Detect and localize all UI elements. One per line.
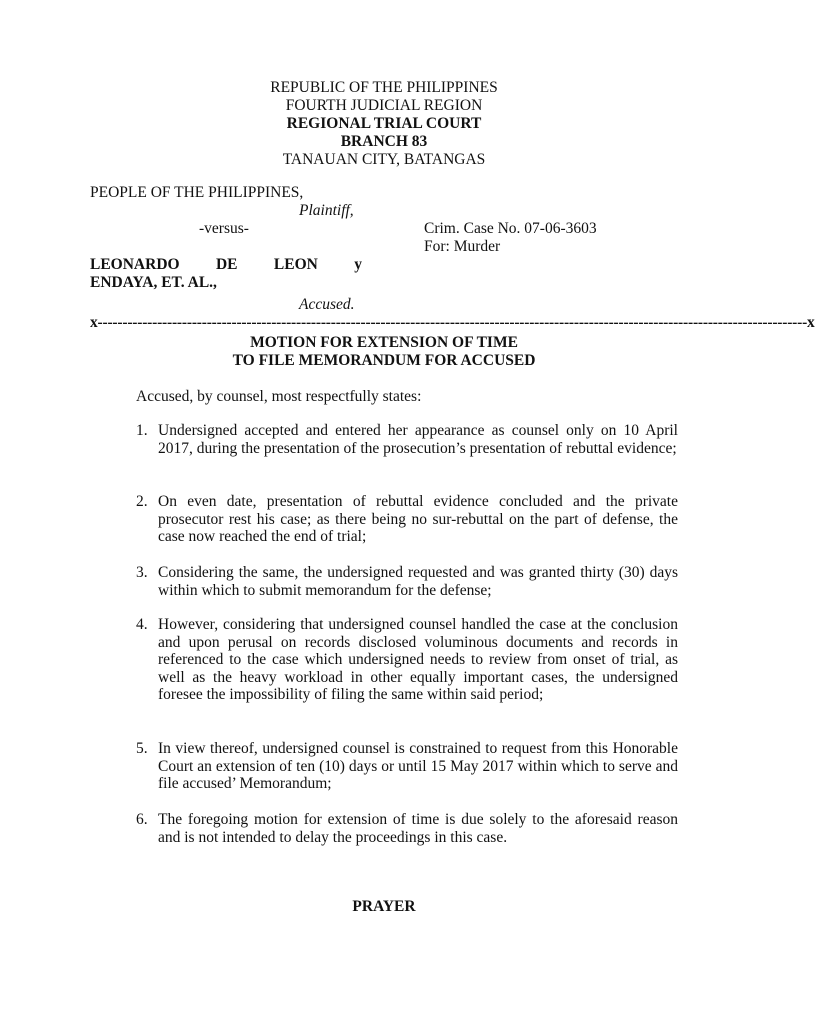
item-number: 3. [136, 564, 148, 581]
item-number: 4. [136, 616, 148, 633]
accused-name-line2: ENDAYA, ET. AL., [90, 274, 217, 291]
plaintiff-name: PEOPLE OF THE PHILIPPINES, [90, 184, 304, 201]
list-item [136, 564, 678, 599]
header-branch: BRANCH 83 [340, 133, 428, 150]
list-item [136, 811, 678, 846]
plaintiff-role: Plaintiff, [299, 202, 354, 219]
list-item [136, 422, 678, 457]
list-item [136, 493, 678, 546]
item-text: The foregoing motion for extension of time is due solely to the aforesaid reason and is not intended to delay the proceedings in this case. [158, 811, 678, 846]
case-offense: For: Murder [424, 238, 501, 255]
accused-name-line1 [90, 256, 362, 274]
item-number: 5. [136, 740, 148, 757]
item-text: On even date, presentation of rebuttal evidence concluded and the private prosecutor rest his case; as there being no sur-rebuttal on the part of defense, the case now reached the end of trial; [158, 493, 678, 545]
item-text: Considering the same, the undersigned requested and was granted thirty (30) days within which to submit memorandum for the defense; [158, 564, 678, 599]
item-text: Undersigned accepted and entered her appearance as counsel only on 10 April 2017, during the presentation of the prosecution’s presentation of rebuttal evidence; [158, 422, 678, 457]
item-text: However, considering that undersigned counsel handled the case at the conclusion and upon perusal on records disclosed voluminous documents and records in referenced to the case which undersigned needs to review from onset of trial, as well as the heavy workload in other equally important cases, the undersigned foresee the impossibility of filing the same within said period; [158, 616, 678, 703]
accused-word: y [354, 256, 362, 273]
item-number: 6. [136, 811, 148, 828]
item-text: In view thereof, undersigned counsel is constrained to request from this Honorable Court an extension of ten (10) days or until 15 May 2017 within which to serve and file accused’ Memorandum; [158, 740, 678, 792]
accused-word: LEONARDO [90, 256, 180, 273]
header-republic: REPUBLIC OF THE PHILIPPINES [270, 79, 498, 96]
list-item [136, 616, 678, 704]
header-city: TANAUAN CITY, BATANGAS [282, 151, 486, 168]
accused-word: DE [215, 256, 238, 273]
list-item [136, 740, 678, 793]
accused-role: Accused. [299, 296, 355, 313]
motion-title-line2: TO FILE MEMORANDUM FOR ACCUSED [232, 352, 536, 369]
intro-statement: Accused, by counsel, most respectfully states: [136, 388, 422, 405]
court-header [0, 79, 768, 169]
header-region: FOURTH JUDICIAL REGION [285, 97, 483, 114]
header-court: REGIONAL TRIAL COURT [286, 115, 482, 132]
caption-divider: x-----------------------------------------------------------------------------------------------------------------------------------------------x [90, 314, 815, 331]
item-number: 2. [136, 493, 148, 510]
case-number: Crim. Case No. 07-06-3603 [424, 220, 597, 237]
versus-label: -versus- [199, 220, 249, 237]
accused-word: LEON [273, 256, 318, 273]
prayer-heading: PRAYER [352, 898, 416, 915]
item-number: 1. [136, 422, 148, 439]
motion-title-line1: MOTION FOR EXTENSION OF TIME [250, 334, 518, 351]
